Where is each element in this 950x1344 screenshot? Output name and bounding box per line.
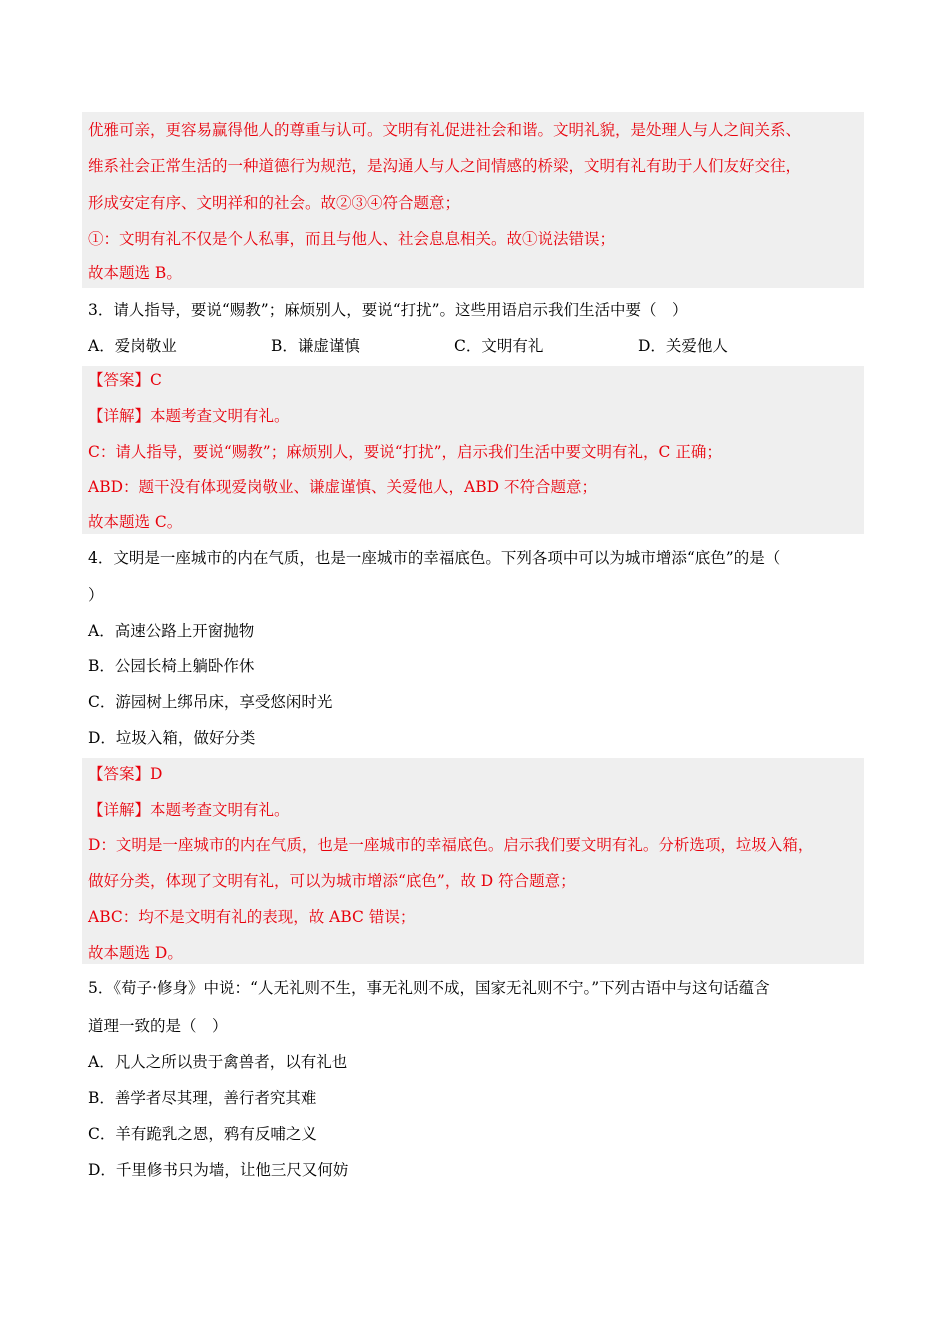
answer-value: D [150, 765, 163, 783]
answer-block-q4 [82, 758, 864, 964]
explanation-line: 故本题选 D。 [88, 944, 183, 962]
option-d: D．千里修书只为墙，让他三尺又何妨 [88, 1161, 349, 1179]
explanation-line: ABC：均不是文明有礼的表现，故 ABC 错误； [88, 908, 416, 926]
question-stem: 5．《荀子·修身》中说：“人无礼则不生，事无礼则不成，国家无礼则不宁。”下列古语中与这句话蕴含 [88, 979, 770, 997]
question-4 [82, 540, 864, 756]
option-a: A．爱岗敬业 [88, 337, 177, 355]
option-d: D．关爱他人 [638, 337, 728, 355]
explanation-line: 形成安定有序、文明祥和的社会。故②③④符合题意； [88, 194, 461, 212]
detail-text: 本题考查文明有礼。 [150, 407, 290, 425]
detail-tag: 【详解】 [88, 407, 151, 425]
option-b: B．公园长椅上躺卧作休 [88, 657, 255, 675]
answer-tag: 【答案】 [88, 765, 151, 783]
option-b: B．善学者尽其理，善行者究其难 [88, 1089, 317, 1107]
explanation-line: 优雅可亲，更容易赢得他人的尊重与认可。文明有礼促进社会和谐。文明礼貌，是处理人与人之间关系、 [88, 121, 802, 139]
detail-line [88, 800, 290, 820]
option-c: C．游园树上绑吊床，享受悠闲时光 [88, 693, 333, 711]
option-c: C．文明有礼 [454, 337, 544, 355]
answer-value: C [150, 371, 162, 389]
detail-line [88, 406, 290, 426]
answer-line [88, 370, 162, 390]
detail-text: 本题考查文明有礼。 [150, 801, 290, 819]
answer-block-q3 [82, 366, 864, 534]
explanation-line: ABD：题干没有体现爱岗敬业、谦虚谨慎、关爱他人，ABD 不符合题意； [88, 478, 597, 496]
explanation-line: C：请人指导，要说“赐教”；麻烦别人，要说“打扰”，启示我们生活中要文明有礼，C 正确； [88, 443, 722, 461]
question-3 [82, 296, 864, 360]
explanation-block-q2 [82, 112, 864, 288]
explanation-line: D：文明是一座城市的内在气质，也是一座城市的幸福底色。启示我们要文明有礼。分析选项，垃圾入箱， [88, 836, 814, 854]
question-stem: 4．文明是一座城市的内在气质，也是一座城市的幸福底色。下列各项中可以为城市增添“底色”的是（ [88, 549, 781, 567]
question-stem-cont: ） [88, 586, 104, 604]
option-c: C．羊有跪乳之恩，鸦有反哺之义 [88, 1125, 317, 1143]
explanation-line: 故本题选 C。 [88, 513, 183, 531]
explanation-line: 维系社会正常生活的一种道德行为规范，是沟通人与人之间情感的桥梁，文明有礼有助于人们友好交往， [88, 157, 802, 175]
explanation-line: 故本题选 B。 [88, 264, 182, 282]
detail-tag: 【详解】 [88, 801, 151, 819]
answer-line [88, 764, 162, 784]
option-d: D．垃圾入箱，做好分类 [88, 729, 256, 747]
answer-tag: 【答案】 [88, 371, 151, 389]
question-5 [82, 972, 864, 1182]
explanation-line: ①：文明有礼不仅是个人私事，而且与他人、社会息息相关。故①说法错误； [88, 230, 616, 248]
option-a: A．高速公路上开窗抛物 [88, 622, 255, 640]
option-b: B．谦虚谨慎 [271, 337, 360, 355]
option-a: A．凡人之所以贵于禽兽者，以有礼也 [88, 1053, 348, 1071]
question-stem: 3．请人指导，要说“赐教”；麻烦别人，要说“打扰”。这些用语启示我们生活中要（ ） [88, 301, 688, 319]
question-stem-cont: 道理一致的是（ ） [88, 1017, 228, 1035]
explanation-line: 做好分类，体现了文明有礼，可以为城市增添“底色”，故 D 符合题意； [88, 872, 576, 890]
